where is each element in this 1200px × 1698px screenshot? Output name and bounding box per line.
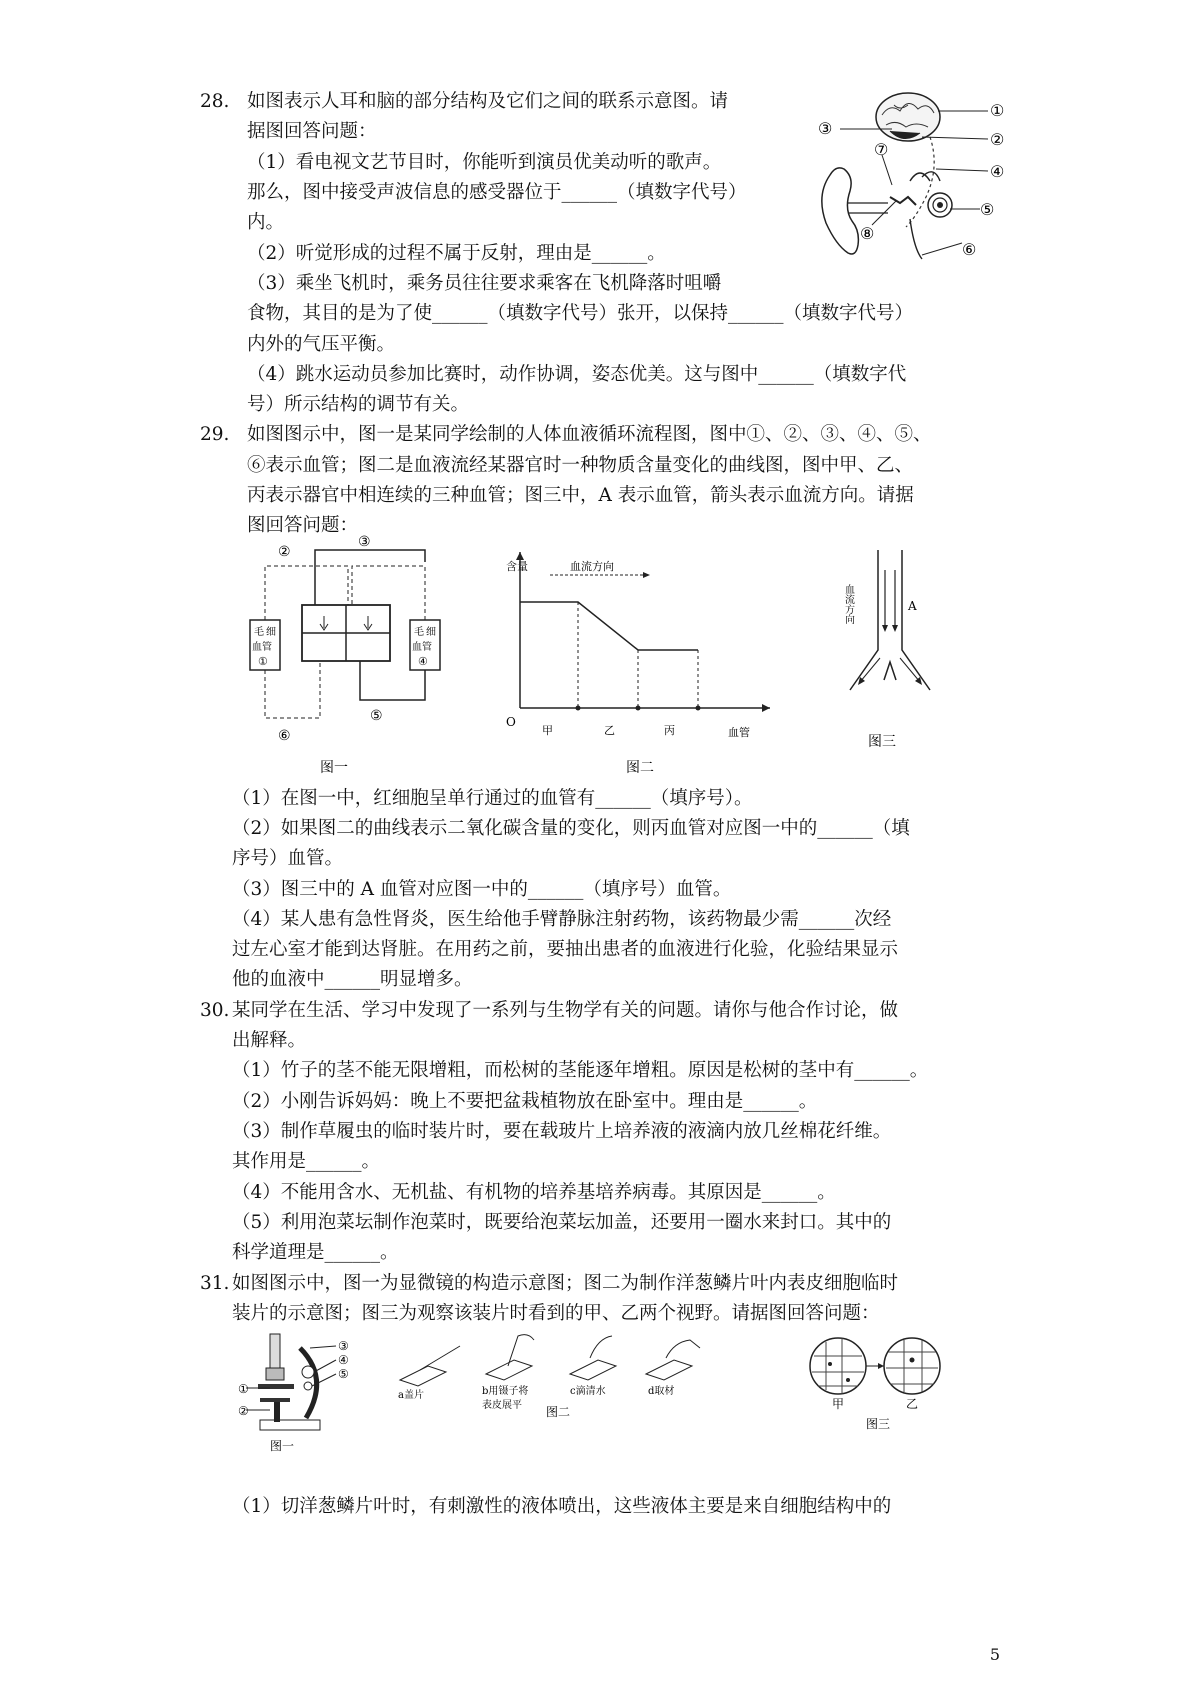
content-curve-chart (500, 540, 800, 780)
ear-brain-figure (810, 85, 1010, 285)
fig1-label: ③ (358, 534, 371, 550)
fig1-box-left: 血管 (252, 642, 272, 653)
q30-line: （5）利用泡菜坛制作泡菜时，既要给泡菜坛加盖，还要用一圈水来封口。其中的 (232, 1212, 892, 1233)
q31-sub-line: （1）切洋葱鳞片叶时，有刺激性的液体喷出，这些液体主要是来自细胞结构中的 (232, 1496, 892, 1517)
slide-caption: 图二 (546, 1405, 571, 1419)
q28-line: 如图表示人耳和脑的部分结构及它们之间的联系示意图。请 (247, 91, 729, 112)
q30-line: 科学道理是______。 (232, 1242, 399, 1263)
q28-line: 食物，其目的是为了使______（填数字代号）张开，以保持______（填数字代号） (247, 303, 914, 324)
ear-label: ⑤ (980, 200, 995, 219)
step-label: a盖片 (398, 1390, 424, 1401)
vessel-diagram (840, 540, 960, 780)
fig2-xlabel: 血管 (728, 726, 750, 739)
q29-number: 29. (200, 424, 230, 445)
q30-line: （3）制作草履虫的临时装片时，要在载玻片上培养液的液滴内放几丝棉花纤维。 (232, 1121, 892, 1142)
microscope-label: ⑤ (338, 1367, 349, 1381)
q29-sub-line: 序号）血管。 (232, 848, 344, 869)
q29-sub-line: 他的血液中______明显增多。 (232, 969, 473, 990)
view-caption: 图三 (866, 1417, 891, 1431)
q30-line: 某同学在生活、学习中发现了一系列与生物学有关的问题。请你与他合作讨论，做 (232, 1000, 899, 1021)
ear-label: ⑦ (874, 140, 889, 159)
q30-line: （2）小刚告诉妈妈：晚上不要把盆栽植物放在卧室中。理由是______。 (232, 1091, 818, 1112)
fig1-label: ⑤ (370, 708, 383, 724)
fig2-origin: O (506, 715, 516, 729)
q31-line: 如图图示中，图一为显微镜的构造示意图；图二为制作洋葱鳞片叶内表皮细胞临时 (232, 1273, 899, 1294)
ear-label: ② (990, 130, 1005, 149)
step-label: b用镊子将 (482, 1386, 529, 1397)
fig2-caption: 图二 (626, 760, 654, 776)
fig1-box-left: 细 (266, 627, 276, 638)
microscope-label: ③ (338, 1339, 349, 1353)
q29-sub-line: （3）图三中的 A 血管对应图一中的______（填序号）血管。 (232, 879, 732, 900)
q31-line: 装片的示意图；图三为观察该装片时看到的甲、乙两个视野。请据图回答问题： (232, 1303, 880, 1324)
q28-line: 据图回答问题： (247, 121, 377, 142)
fig1-box-right: ④ (418, 655, 428, 668)
microscope-label: ① (238, 1382, 249, 1396)
q31-number: 31. (200, 1273, 230, 1294)
step-label: 表皮展平 (482, 1400, 522, 1411)
q28-line: 内外的气压平衡。 (247, 334, 396, 355)
fig1-box-right: 细 (426, 627, 436, 638)
fig1-box-right: 血管 (412, 642, 432, 653)
fig1-label: ⑥ (278, 728, 291, 744)
step-label: d取材 (648, 1386, 675, 1397)
fig3-flow-label: 血流方向 (842, 584, 854, 624)
q28-line: 号）所示结构的调节有关。 (247, 394, 470, 415)
fig1-box-left: 毛 (254, 627, 264, 638)
view-label: 甲 (832, 1397, 845, 1411)
q29-line: 图回答问题： (247, 515, 359, 536)
q28-line: 内。 (247, 212, 285, 233)
ear-label: ⑧ (860, 224, 875, 243)
circulation-diagram (240, 534, 470, 780)
step-label: c滴清水 (570, 1386, 606, 1397)
fig2-flow-label: 血流方向 (570, 560, 614, 573)
ear-label: ① (990, 101, 1005, 120)
q29-sub-line: （4）某人患有急性肾炎，医生给他手臂静脉注射药物，该药物最少需______次经 (232, 909, 892, 930)
fig1-box-left: ① (258, 655, 268, 668)
q28-line: （1）看电视文艺节目时，你能听到演员优美动听的歌声。 (247, 152, 722, 173)
microscope-label: ② (238, 1404, 249, 1418)
fig2-xtick: 丙 (664, 724, 675, 737)
fig2-xtick: 乙 (604, 724, 615, 737)
microscope-label: ④ (338, 1353, 349, 1367)
q29-line: 丙表示器官中相连续的三种血管；图三中，A 表示血管，箭头表示血流方向。请据 (247, 485, 914, 506)
fig2-xtick: 甲 (542, 724, 553, 737)
field-of-view-diagram (808, 1328, 958, 1468)
q30-line: （1）竹子的茎不能无限增粗，而松树的茎能逐年增粗。原因是松树的茎中有______。 (232, 1060, 929, 1081)
slide-preparation-diagram (390, 1328, 730, 1468)
q29-line: ⑥表示血管；图二是血液流经某器官时一种物质含量变化的曲线图，图中甲、乙、 (247, 455, 914, 476)
q29-sub-line: 过左心室才能到达肾脏。在用药之前，要抽出患者的血液进行化验，化验结果显示 (232, 939, 899, 960)
q28-line: （4）跳水运动员参加比赛时，动作协调，姿态优美。这与图中______（填数字代 (247, 364, 907, 385)
q29-sub-line: （1）在图一中，红细胞呈单行通过的血管有______（填序号）。 (232, 788, 753, 809)
microscope-diagram (240, 1328, 380, 1468)
q28-line: （3）乘坐飞机时，乘务员往往要求乘客在飞机降落时咀嚼 (247, 273, 722, 294)
fig3-caption: 图三 (868, 734, 896, 750)
q30-line: 出解释。 (232, 1030, 307, 1051)
q29-line: 如图图示中，图一是某同学绘制的人体血液循环流程图，图中①、②、③、④、⑤、 (247, 424, 932, 445)
q30-number: 30. (200, 1000, 230, 1021)
ear-label: ⑥ (962, 240, 977, 259)
q30-line: 其作用是______。 (232, 1151, 381, 1172)
q28-line: 那么，图中接受声波信息的感受器位于______（填数字代号） (247, 182, 747, 203)
microscope-caption: 图一 (270, 1439, 295, 1453)
q30-line: （4）不能用含水、无机盐、有机物的培养基培养病毒。其原因是______。 (232, 1182, 836, 1203)
q29-sub-line: （2）如果图二的曲线表示二氧化碳含量的变化，则丙血管对应图一中的______（填 (232, 818, 910, 839)
fig1-caption: 图一 (320, 760, 348, 776)
ear-label: ③ (818, 119, 833, 138)
fig3-vessel-label: A (908, 599, 917, 613)
q28-number: 28. (200, 91, 230, 112)
ear-label: ④ (990, 162, 1005, 181)
fig1-label: ② (278, 544, 291, 560)
page-number: 5 (989, 1645, 1000, 1664)
fig2-ylabel: 含量 (506, 560, 528, 573)
q28-line: （2）听觉形成的过程不属于反射，理由是______。 (247, 243, 666, 264)
view-label: 乙 (906, 1397, 919, 1411)
fig1-box-right: 毛 (414, 627, 424, 638)
